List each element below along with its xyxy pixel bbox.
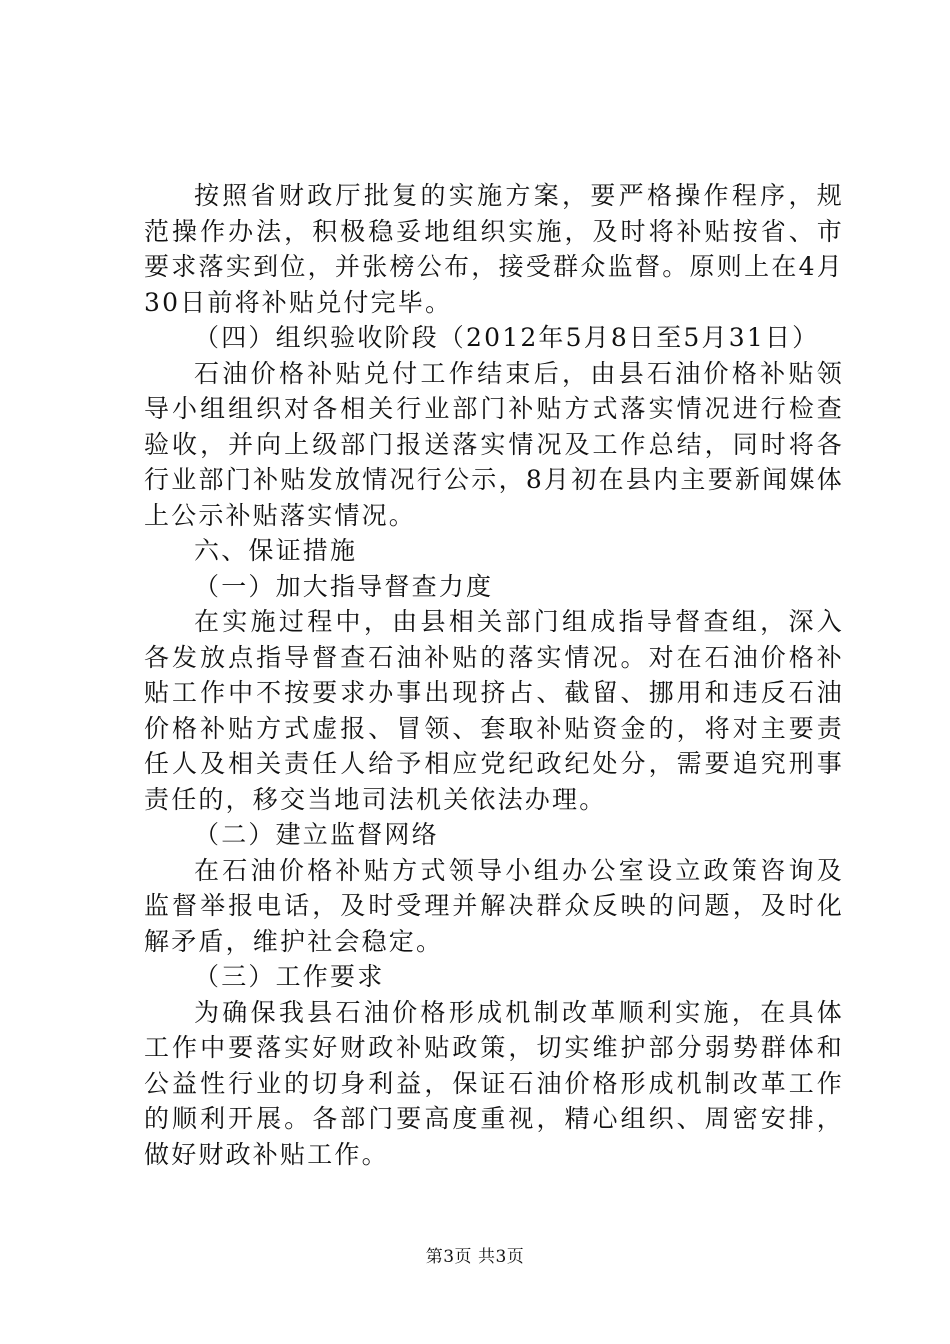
heading-monitoring-network: （二）建立监督网络 <box>194 820 439 849</box>
document-body <box>144 178 844 1172</box>
paragraph-implementation: 按照省财政厅批复的实施方案，要严格操作程序，规范操作办法，积极稳妥地组织实施，及时将补贴按省、市要求落实到位，并张榜公布，接受群众监督。原则上在4月30日前将补贴兑付完毕。 <box>144 181 844 317</box>
paragraph-monitoring-network: 在石油价格补贴方式领导小组办公室设立政策咨询及监督举报电话，及时受理并解决群众反映的问题，及时化解矛盾，维护社会稳定。 <box>144 855 844 956</box>
heading-acceptance-stage: （四）组织验收阶段（2012年5月8日至5月31日） <box>194 323 820 352</box>
heading-guarantee-measures: 六、保证措施 <box>194 536 358 565</box>
page-number-footer: 第3页 共3页 <box>425 1247 525 1267</box>
heading-work-requirements: （三）工作要求 <box>194 962 385 991</box>
paragraph-supervision: 在实施过程中，由县相关部门组成指导督查组，深入各发放点指导督查石油补贴的落实情况。对在石油价格补贴工作中不按要求办事出现挤占、截留、挪用和违反石油价格补贴方式虚报、冒领、套取补贴资金的，将对主要责任人及相关责任人给予相应党纪政纪处分，需要追究刑事责任的，移交当地司法机关依法办理。 <box>144 607 844 814</box>
heading-supervision: （一）加大指导督查力度 <box>194 571 494 601</box>
paragraph-work-requirements: 为确保我县石油价格形成机制改革顺利实施，在具体工作中要落实好财政补贴政策，切实维护部分弱势群体和公益性行业的切身利益，保证石油价格形成机制改革工作的顺利开展。各部门要高度重视，精心组织、周密安排，做好财政补贴工作。 <box>144 997 844 1169</box>
paragraph-acceptance: 石油价格补贴兑付工作结束后，由县石油价格补贴领导小组组织对各相关行业部门补贴方式落实情况进行检查验收，并向上级部门报送落实情况及工作总结，同时将各行业部门补贴发放情况行公示，8月初在县内主要新闻媒体上公示补贴落实情况。 <box>144 358 844 530</box>
